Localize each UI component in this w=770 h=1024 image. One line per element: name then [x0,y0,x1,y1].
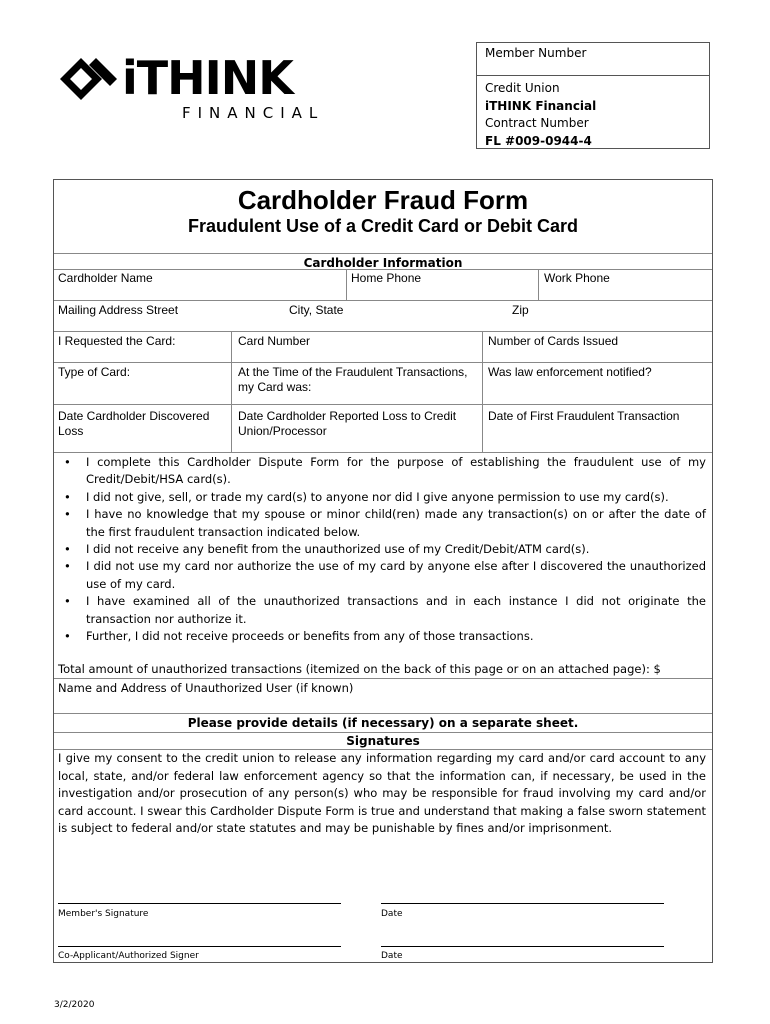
footer-date: 3/2/2020 [54,1000,95,1010]
divider [54,452,712,453]
list-item: • I complete this Cardholder Dispute Form for the purpose of establishing the fraudulent use of my Credit/Debit/HSA card(s). [58,454,706,489]
date-first-fraud-field[interactable]: Date of First Fraudulent Transaction [488,409,680,423]
law-enforcement-field[interactable]: Was law enforcement notified? [488,365,652,379]
fraud-form [53,179,713,963]
list-item: • I did not receive any benefit from the unauthorized use of my Credit/Debit/ATM card(s). [58,541,706,558]
statement-list [58,454,706,645]
list-item: • I have examined all of the unauthorized transactions and in each instance I did not originate the transaction nor authorize it. [58,593,706,628]
member-info-box [476,42,710,149]
coapplicant-signature-label: Co-Applicant/Authorized Signer [58,951,199,961]
diamond-logo-icon [58,56,120,102]
credit-union-value: iTHINK Financial [485,98,597,113]
coapplicant-signature-line[interactable] [58,946,341,947]
divider [54,269,712,270]
form-subtitle: Fraudulent Use of a Credit Card or Debit Card [187,216,579,236]
divider [54,732,712,733]
divider [54,331,712,332]
list-item: • I did not give, sell, or trade my card(s) to anyone nor did I give anyone permission to use my card(s). [58,489,706,506]
type-of-card-field[interactable]: Type of Card: [58,365,131,379]
contract-number-label: Contract Number [485,116,589,130]
ithink-financial-logo [58,52,338,124]
divider [54,253,712,254]
divider [54,713,712,714]
date-line[interactable] [381,903,664,904]
unauthorized-user-field[interactable]: Name and Address of Unauthorized User (if known) [58,681,354,695]
consent-text: I give my consent to the credit union to release any information regarding my card and/or card account to any local, state, and/or federal law enforcement agency so that the information can, if necessary, be used in the investigation and/or prosecution of any person(s) who may be responsible for fraud involving my card and/or card account. I swear this Cardholder Dispute Form is true and understand that making a false sworn statement is subject to federal and/or state statutes and may be punishable by fines and/or imprisonment. [58,751,706,835]
credit-union-label: Credit Union [485,81,560,95]
list-item: • Further, I did not receive proceeds or benefits from any of those transactions. [58,628,706,645]
divider [538,269,539,300]
divider [54,300,712,301]
date-line[interactable] [381,946,664,947]
work-phone-field[interactable]: Work Phone [544,271,610,285]
section-cardholder-info: Cardholder Information [303,256,463,270]
date-label: Date [381,909,403,919]
contract-number-value: FL #009-0944-4 [485,133,592,148]
date-label: Date [381,951,403,961]
divider [54,362,712,363]
zip-field[interactable]: Zip [512,303,529,317]
details-note: Please provide details (if necessary) on a separate sheet. [187,716,579,730]
list-item: • I have no knowledge that my spouse or minor child(ren) made any transaction(s) on or after the date of the first fraudulent transaction indicated below. [58,506,706,541]
form-title: Cardholder Fraud Form [237,185,529,215]
card-number-field[interactable]: Card Number [238,334,311,348]
member-signature-line[interactable] [58,903,341,904]
logo-brand-text: iTHINK [122,51,293,105]
cardholder-name-field[interactable]: Cardholder Name [58,271,153,285]
logo-sub-text: FINANCIAL [182,104,325,122]
requested-card-field[interactable]: I Requested the Card: [58,334,176,348]
mailing-address-field[interactable]: Mailing Address Street [58,303,179,317]
date-reported-field[interactable]: Date Cardholder Reported Loss to Credit Union/Processor [238,409,457,438]
divider [346,269,347,300]
section-signatures: Signatures [346,734,420,748]
list-item: • I did not use my card nor authorize the use of my card by anyone else after I discovered the unauthorized use of my card. [58,558,706,593]
num-cards-field[interactable]: Number of Cards Issued [488,334,619,348]
divider [231,331,232,452]
member-number-label: Member Number [485,46,587,60]
date-discovered-field[interactable]: Date Cardholder Discovered Loss [58,409,210,438]
home-phone-field[interactable]: Home Phone [351,271,422,285]
total-amount-field[interactable]: Total amount of unauthorized transactions (itemized on the back of this page or on an attached page): $ [58,662,661,676]
city-state-field[interactable]: City, State [289,303,344,317]
member-signature-label: Member's Signature [58,909,149,919]
divider [54,404,712,405]
time-of-fraud-field[interactable]: At the Time of the Fraudulent Transactions, my Card was: [238,365,468,394]
member-number-field[interactable] [477,43,709,76]
